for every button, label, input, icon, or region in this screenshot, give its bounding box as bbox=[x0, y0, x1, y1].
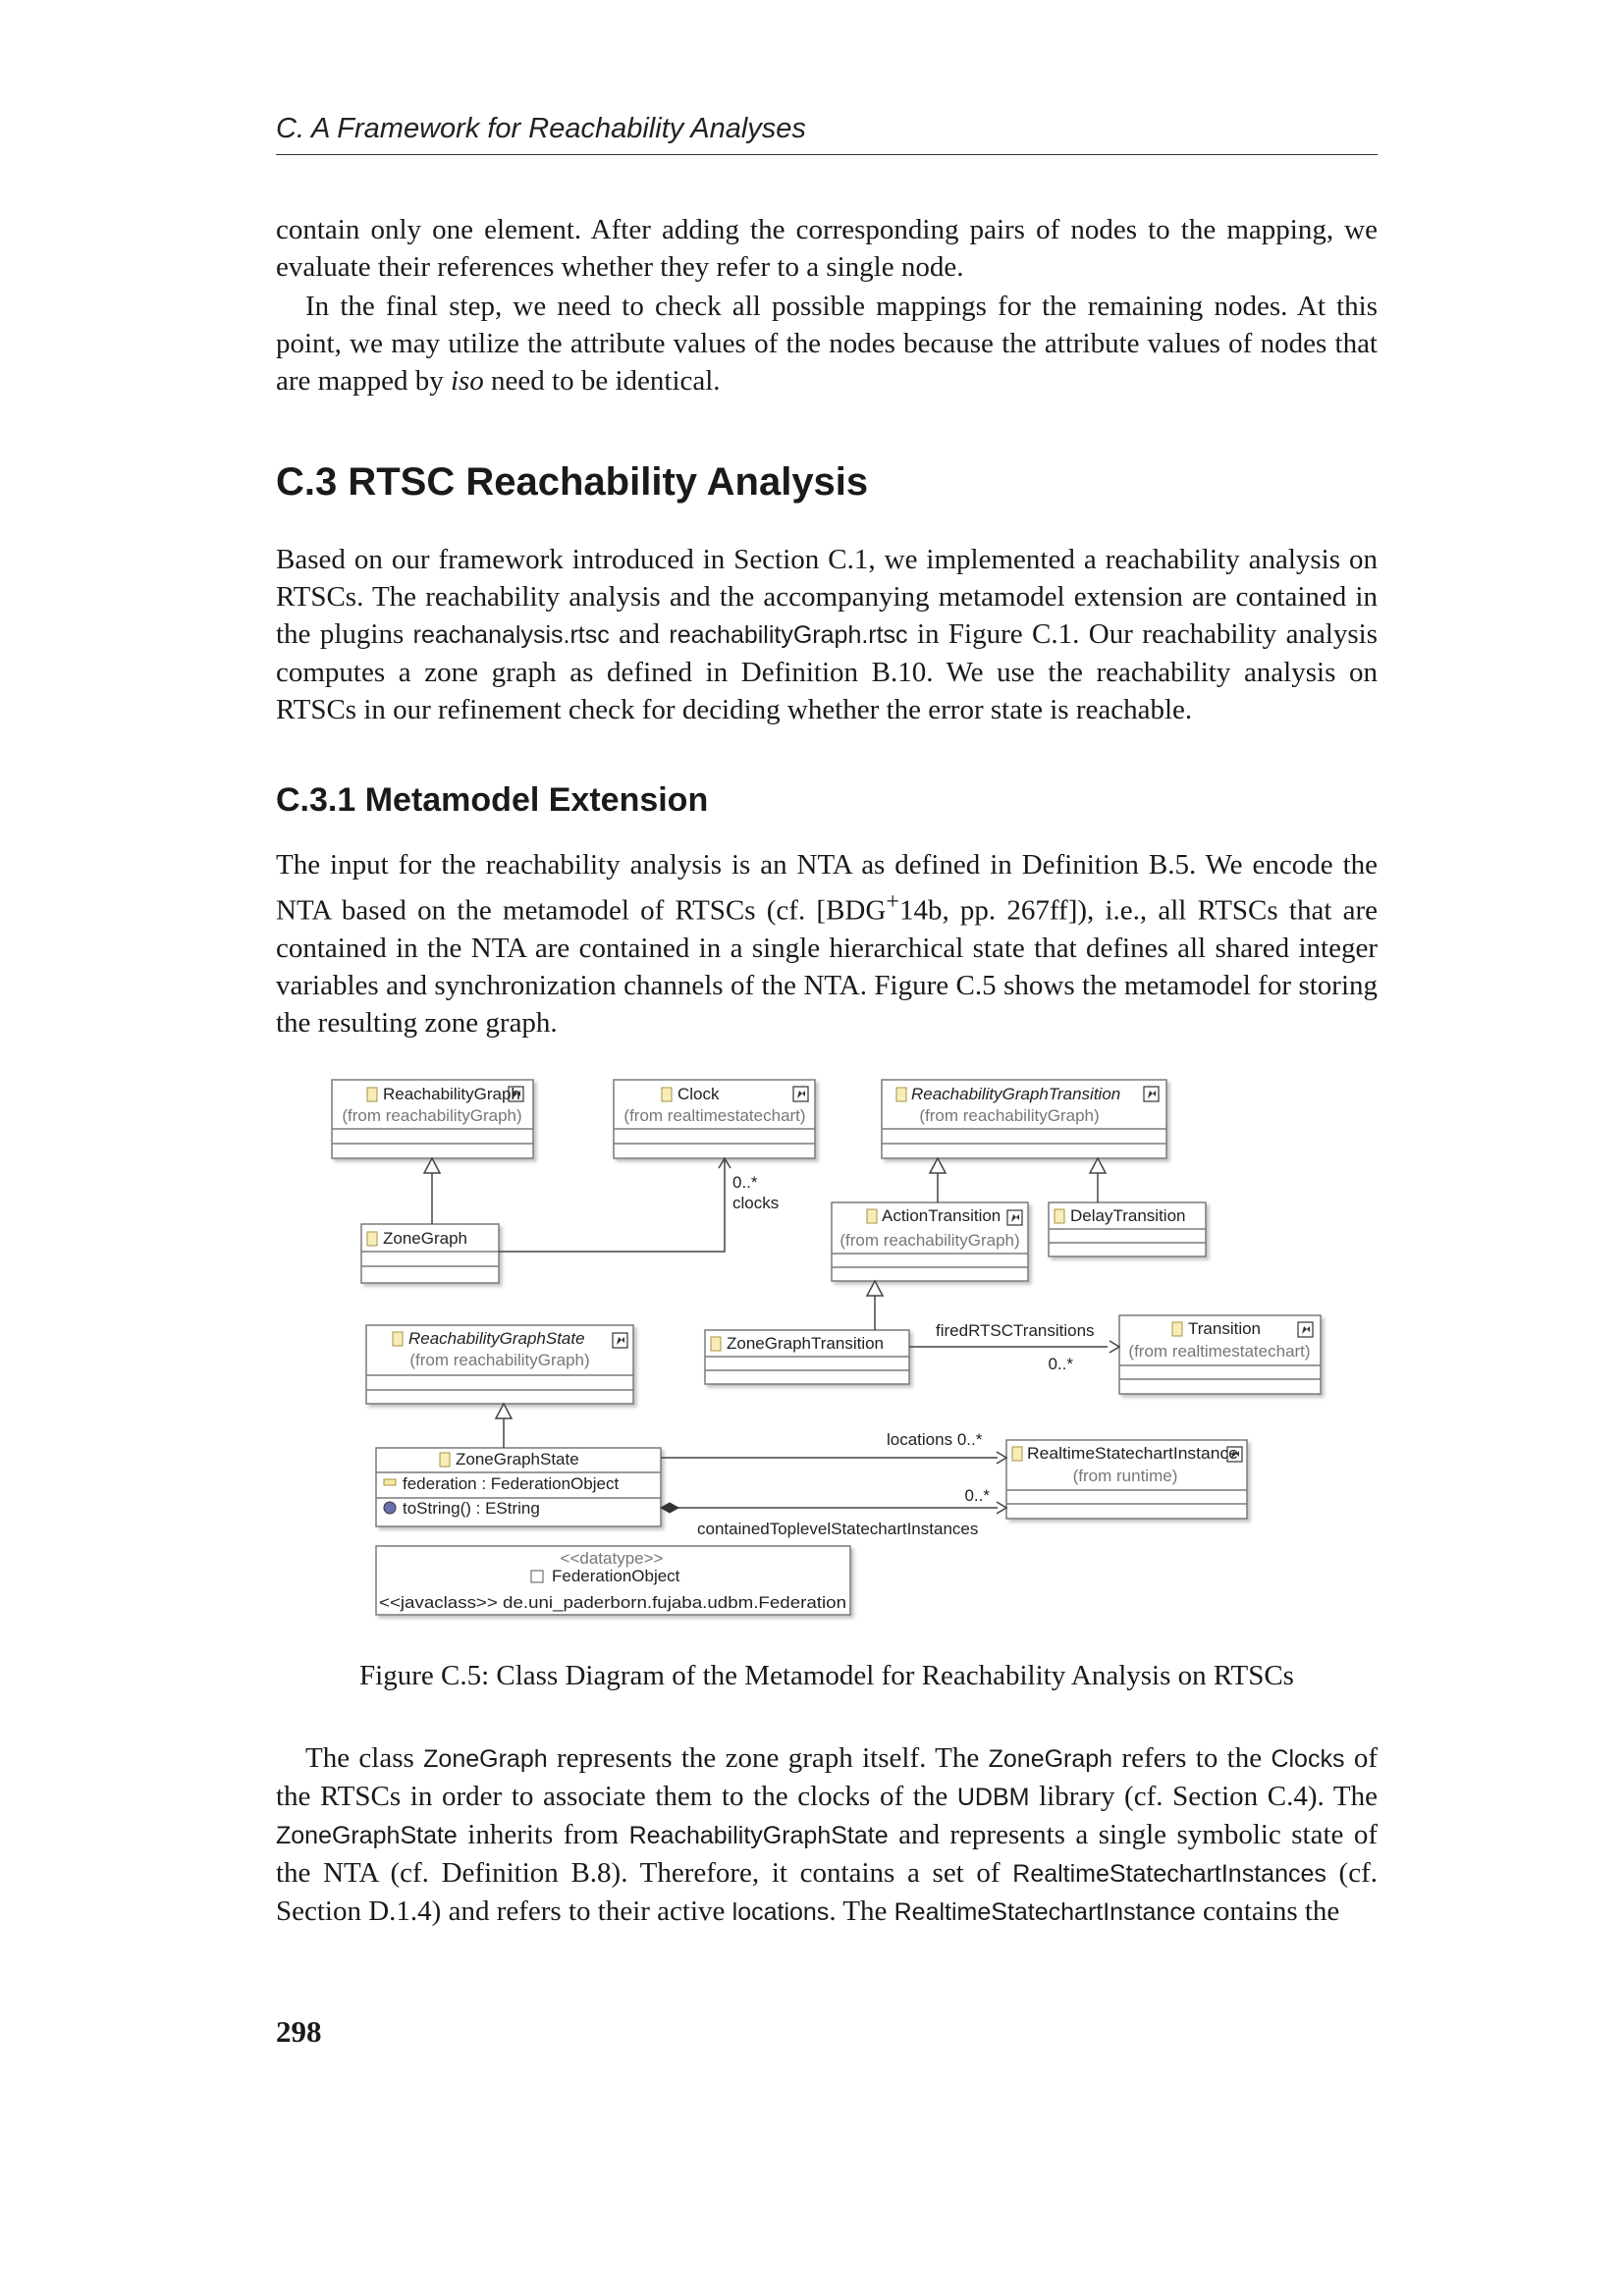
class-attribute: federation : FederationObject bbox=[403, 1474, 620, 1493]
class-name-abstract: ReachabilityGraphTransition bbox=[911, 1085, 1121, 1103]
class-name: DelayTransition bbox=[1070, 1206, 1186, 1225]
class-icon bbox=[662, 1088, 672, 1101]
running-header bbox=[276, 111, 1378, 155]
library-ref: UDBM bbox=[956, 1784, 1030, 1811]
navigation-arrow bbox=[1110, 1341, 1119, 1353]
datatype-name: FederationObject bbox=[552, 1567, 680, 1585]
class-ref: ZoneGraph bbox=[423, 1745, 548, 1773]
class-origin: (from realtimestatechart) bbox=[1128, 1342, 1311, 1361]
class-name: Clock bbox=[677, 1085, 720, 1103]
class-icon bbox=[1055, 1209, 1064, 1223]
section-paragraph: Based on our framework introduced in Section C.1, we implemented a reachability analysis on RTSCs. The reachability analysis and the accompanying metamodel extension are contained in the plugins reachanalysis.rtsc and reachabilityGraph.rtsc in Figure C.1. Our reachability analysis computes a zone graph as defined in Definition B.10. We use the reachability analysis on RTSCs in our refinement check for deciding whether the error state is reachable. bbox=[276, 544, 1378, 725]
fired-multiplicity: 0..* bbox=[1048, 1355, 1073, 1373]
class-origin: (from reachabilityGraph) bbox=[919, 1106, 1100, 1125]
generalization-arrow bbox=[496, 1404, 512, 1418]
contained-role: containedToplevelStatechartInstances bbox=[697, 1520, 979, 1538]
clocks-role: clocks bbox=[732, 1194, 780, 1212]
class-ref: RealtimeStatechartInstance bbox=[893, 1898, 1196, 1926]
class-ref: Clocks bbox=[1271, 1745, 1345, 1773]
datatype-icon bbox=[531, 1571, 543, 1582]
class-ref: ReachabilityGraphState bbox=[628, 1822, 889, 1849]
page-number: 298 bbox=[276, 2014, 322, 2049]
operation-icon bbox=[384, 1502, 396, 1514]
closing-paragraph: The class ZoneGraph represents the zone graph itself. The ZoneGraph refers to the Clocks of the RTSCs in order to associate them to the clocks of the UDBM library (cf. Section C.4). The ZoneGraphState inherits from ReachabilityGraphState and represents a single symbolic state of the NTA (cf. Definition B.8). Therefore, it contains a set of RealtimeStatechartInstances (cf. Section D.1.4) and refers to their active locations. The RealtimeStatechartInstance contains the bbox=[276, 1742, 1379, 1927]
generalization-arrow bbox=[867, 1281, 883, 1296]
composition-diamond bbox=[661, 1503, 678, 1513]
subsection-heading: C.3.1 Metamodel Extension bbox=[276, 781, 709, 819]
plugin-name: reachabilityGraph.rtsc bbox=[669, 621, 908, 649]
class-operation: toString() : EString bbox=[403, 1499, 540, 1518]
generalization-arrow bbox=[930, 1158, 946, 1173]
intro-paragraph-2: In the final step, we need to check all possible mappings for the remaining nodes. At this point, we may utilize the attribute values of the nodes because the attribute values of nodes that are mapped by iso need to be identical. bbox=[276, 291, 1378, 397]
class-origin: (from reachabilityGraph) bbox=[839, 1231, 1020, 1250]
class-icon bbox=[711, 1337, 721, 1351]
contained-multiplicity: 0..* bbox=[964, 1486, 990, 1505]
navigation-arrow bbox=[997, 1452, 1006, 1464]
class-origin: (from reachabilityGraph) bbox=[342, 1106, 522, 1125]
generalization-arrow bbox=[424, 1158, 440, 1173]
class-diagram bbox=[322, 1065, 1333, 1629]
class-icon bbox=[1172, 1322, 1182, 1336]
class-icon bbox=[367, 1232, 377, 1246]
datatype-stereotype: <<datatype>> bbox=[560, 1549, 664, 1568]
clocks-multiplicity: 0..* bbox=[732, 1173, 758, 1192]
section-heading: C.3 RTSC Reachability Analysis bbox=[276, 460, 869, 504]
class-origin: (from realtimestatechart) bbox=[623, 1106, 806, 1125]
class-icon bbox=[440, 1453, 450, 1467]
subsection-paragraph: The input for the reachability analysis is an NTA as defined in Definition B.5. We encode the NTA based on the metamodel of RTSCs (cf. [BDG+14b, pp. 267ff]), i.e., all RTSCs that are contained in the NTA are contained in a single hierarchical state that defines all shared integer variables and synchronization channels of the NTA. Figure C.5 shows the metamodel for storing the resulting zone graph. bbox=[276, 849, 1378, 1039]
class-icon bbox=[393, 1332, 403, 1346]
fired-role: firedRTSCTransitions bbox=[936, 1321, 1095, 1340]
class-name: Transition bbox=[1188, 1319, 1262, 1338]
plugin-name: reachanalysis.rtsc bbox=[412, 621, 610, 649]
attribute-icon bbox=[384, 1479, 396, 1485]
class-origin: (from reachabilityGraph) bbox=[409, 1351, 590, 1369]
class-name: ZoneGraphState bbox=[456, 1450, 579, 1468]
reference-ref: locations bbox=[731, 1898, 830, 1926]
iso-math: iso bbox=[450, 365, 484, 397]
intro-paragraph-1: contain only one element. After adding the corresponding pairs of nodes to the mapping, we evaluate their references whether they refer to a single node. bbox=[276, 214, 1378, 283]
class-name: ReachabilityGraph bbox=[383, 1085, 520, 1103]
class-name: ActionTransition bbox=[882, 1206, 1001, 1225]
generalization-arrow bbox=[1090, 1158, 1106, 1173]
class-icon bbox=[1012, 1447, 1022, 1461]
class-name-abstract: ReachabilityGraphState bbox=[408, 1329, 585, 1348]
class-icon bbox=[896, 1088, 906, 1101]
class-name: ZoneGraph bbox=[383, 1229, 467, 1248]
class-diagram-svg bbox=[322, 1065, 1333, 1629]
class-origin: (from runtime) bbox=[1072, 1467, 1178, 1485]
class-name: ZoneGraphTransition bbox=[727, 1334, 885, 1353]
navigation-arrow bbox=[997, 1502, 1006, 1514]
class-icon bbox=[867, 1209, 877, 1223]
class-ref: ZoneGraphState bbox=[276, 1822, 458, 1849]
class-name: RealtimeStatechartInstance bbox=[1027, 1444, 1238, 1463]
class-ref: RealtimeStatechartInstances bbox=[1012, 1860, 1326, 1888]
class-icon bbox=[367, 1088, 377, 1101]
locations-role: locations 0..* bbox=[887, 1430, 983, 1449]
datatype-javaclass: <<javaclass>> de.uni_paderborn.fujaba.udbm.Federation bbox=[379, 1593, 846, 1612]
figure-caption: Figure C.5: Class Diagram of the Metamodel for Reachability Analysis on RTSCs bbox=[359, 1660, 1294, 1691]
running-title: C. A Framework for Reachability Analyses bbox=[276, 113, 806, 144]
class-ref: ZoneGraph bbox=[988, 1745, 1113, 1773]
